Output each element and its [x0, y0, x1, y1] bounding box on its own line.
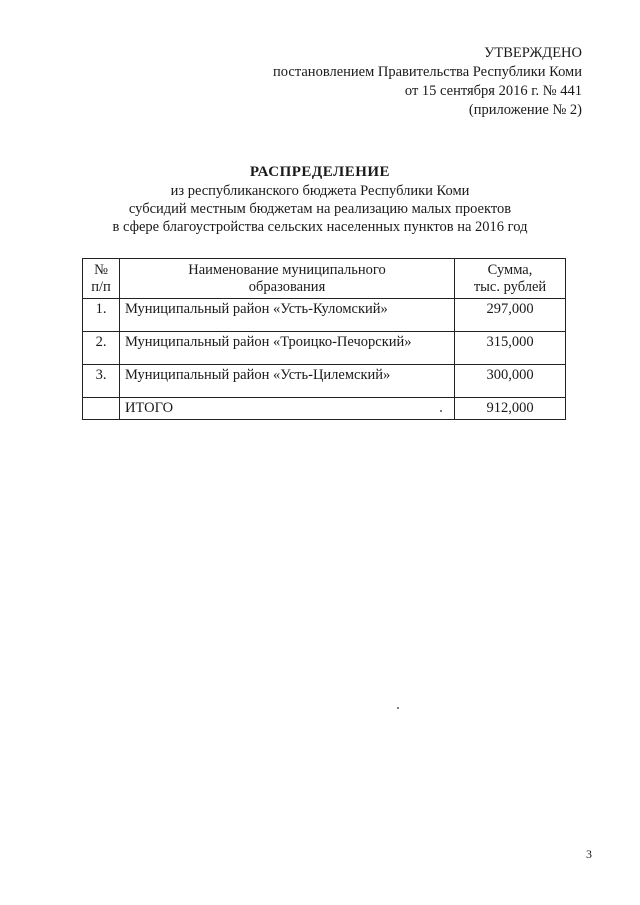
row-municipality: Муниципальный район «Троицко-Печорский»	[120, 332, 455, 365]
total-sum: 912,000	[455, 398, 566, 420]
heading-line-2: субсидий местным бюджетам на реализацию малых проектов	[128, 201, 512, 217]
table-row	[83, 332, 566, 365]
distribution-table	[82, 258, 566, 420]
table-total-row	[83, 398, 566, 420]
row-municipality: Муниципальный район «Усть-Куломский»	[120, 299, 455, 332]
document-title: РАСПРЕДЕЛЕНИЕ	[249, 164, 391, 180]
header-number	[83, 259, 120, 299]
heading-line-3: в сфере благоустройства сельских населенных пунктов на 2016 год	[112, 219, 528, 235]
approval-line-appendix: (приложение № 2)	[468, 102, 582, 118]
page-number: 3	[586, 847, 592, 861]
total-label: ИТОГО	[120, 398, 455, 420]
header-sum	[455, 259, 566, 299]
table-header-row	[83, 259, 566, 299]
table-row	[83, 365, 566, 398]
row-sum: 315,000	[455, 332, 566, 365]
row-number: 2.	[83, 332, 120, 365]
header-name-line-1: Наименование муниципального	[188, 262, 386, 278]
approval-line-resolution: постановлением Правительства Республики Коми	[273, 64, 582, 80]
scan-speck	[440, 410, 442, 412]
row-sum: 297,000	[455, 299, 566, 332]
row-number: 1.	[83, 299, 120, 332]
header-sum-line-1: Сумма,	[487, 262, 533, 278]
approval-line-approved: УТВЕРЖДЕНО	[484, 45, 582, 61]
approval-block	[273, 44, 582, 120]
header-name-line-2: образования	[248, 279, 326, 295]
table-row	[83, 299, 566, 332]
heading-line-1: из республиканского бюджета Республики Коми	[170, 183, 470, 199]
header-sum-line-2: тыс. рублей	[473, 279, 547, 295]
row-municipality: Муниципальный район «Усть-Цилемский»	[120, 365, 455, 398]
approval-line-date: от 15 сентября 2016 г. № 441	[404, 83, 582, 99]
row-sum: 300,000	[455, 365, 566, 398]
header-number-line-2: п/п	[91, 279, 111, 295]
document-heading	[0, 163, 640, 236]
scan-speck	[397, 707, 399, 709]
header-name	[120, 259, 455, 299]
row-number: 3.	[83, 365, 120, 398]
total-number	[83, 398, 120, 420]
header-number-line-1: №	[94, 262, 108, 278]
